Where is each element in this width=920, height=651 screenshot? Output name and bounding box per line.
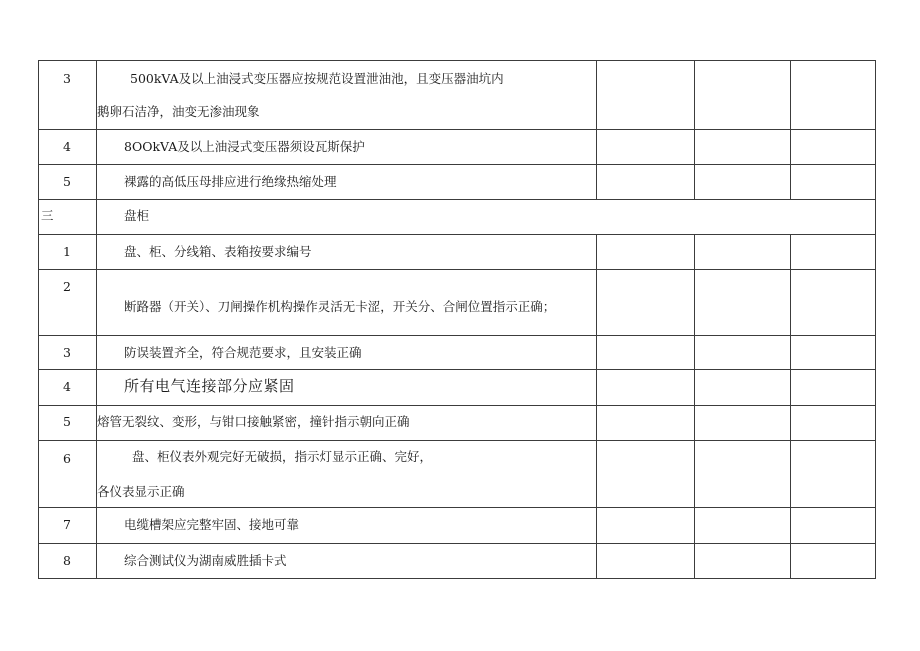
row-item-text: 综合测试仪为湖南威胜插卡式 <box>124 553 287 568</box>
section-number: 三 <box>41 208 54 223</box>
row-divider <box>38 129 876 130</box>
column-divider <box>790 234 791 579</box>
column-divider <box>96 60 97 579</box>
row-number: 4 <box>63 379 71 394</box>
row-item-text: 盘、柜、分线箱、表箱按要求编号 <box>124 244 312 259</box>
row-number: 2 <box>63 279 71 294</box>
row-item-text: 8OOkVA及以上油浸式变压器须设瓦斯保护 <box>124 139 365 154</box>
column-divider <box>694 234 695 579</box>
row-divider <box>38 164 876 165</box>
row-divider <box>38 60 876 61</box>
row-item-text: 鹅卵石洁净，油变无渗油现象 <box>97 104 260 119</box>
row-divider <box>38 543 876 544</box>
row-number: 1 <box>63 244 71 259</box>
row-item-text: 裸露的高低压母排应进行绝缘热缩处理 <box>124 174 337 189</box>
row-item-text: 500kVA及以上油浸式变压器应按规范设置泄油池，且变压器油坑内 <box>130 71 504 86</box>
row-divider <box>38 234 876 235</box>
row-item-text: 断路器（开关）、刀闸操作机构操作灵活无卡涩，开关分、合闸位置指示正确； <box>124 299 556 314</box>
row-item-text: 熔管无裂纹、变形，与钳口接触紧密，撞针指示朝向正确 <box>97 414 410 429</box>
column-divider <box>694 60 695 199</box>
row-number: 6 <box>63 451 71 466</box>
row-divider <box>38 199 876 200</box>
column-divider <box>596 234 597 579</box>
row-divider <box>38 578 876 579</box>
column-divider <box>38 60 39 579</box>
row-number: 5 <box>63 414 71 429</box>
column-divider <box>875 60 876 579</box>
row-item-text: 防误装置齐全，符合规范要求，且安装正确 <box>124 345 362 360</box>
row-divider <box>38 405 876 406</box>
row-number: 5 <box>63 174 71 189</box>
row-divider <box>38 269 876 270</box>
row-divider <box>38 335 876 336</box>
row-number: 7 <box>63 517 71 532</box>
row-divider <box>38 507 876 508</box>
row-number: 3 <box>63 345 71 360</box>
checklist-table <box>38 60 876 579</box>
section-title: 盘柜 <box>124 208 150 223</box>
row-item-text: 各仪表显示正确 <box>97 484 185 499</box>
row-number: 3 <box>63 71 71 86</box>
row-number: 4 <box>63 139 71 154</box>
row-item-text: 所有电气连接部分应紧固 <box>124 377 295 395</box>
row-number: 8 <box>63 553 71 568</box>
row-item-text: 电缆槽架应完整牢固、接地可靠 <box>124 517 300 532</box>
column-divider <box>790 60 791 199</box>
column-divider <box>596 60 597 199</box>
row-divider <box>38 369 876 370</box>
row-divider <box>38 440 876 441</box>
row-item-text: 盘、柜仪表外观完好无破损，指示灯显示正确、完好， <box>132 449 433 464</box>
